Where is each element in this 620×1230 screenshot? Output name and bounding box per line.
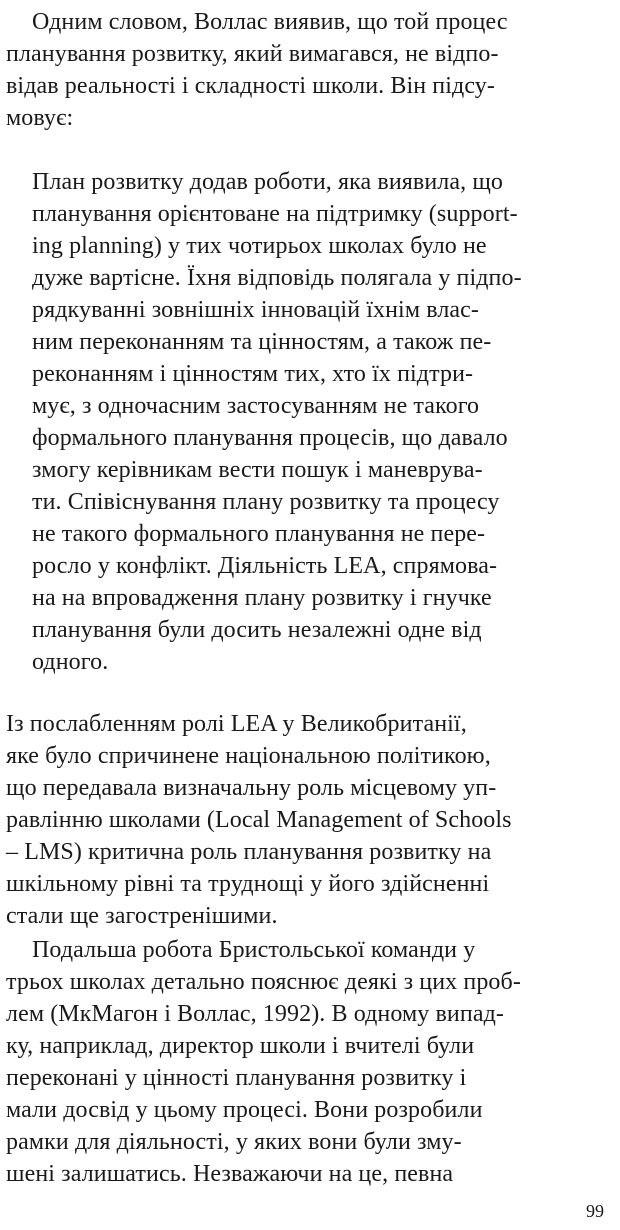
text-line: яке було спричинене національною політикою, — [6, 743, 491, 769]
page-number: 99 — [586, 1201, 604, 1221]
quote-line: рядкуванні зовнішніх інновацій їхнім влас- — [32, 297, 480, 323]
text-line: ку, наприклад, директор школи і вчителі були — [6, 1033, 475, 1059]
quote-line: План розвитку додав роботи, яка виявила, що — [32, 169, 503, 195]
quote-line: реконанням і цінностям тих, хто їх підтри- — [32, 361, 474, 387]
text-line: трьох школах детально пояснює деякі з цих проб- — [6, 969, 521, 995]
text-line: шкільному рівні та труднощі у його здійсненні — [6, 871, 490, 897]
text-line: – LMS) критична роль планування розвитку на — [6, 839, 492, 865]
quote-line: мує, з одночасним застосуванням не такого — [32, 393, 480, 419]
text-line: планування розвитку, який вимагався, не відпо- — [6, 41, 499, 67]
quote-line: планування орієнтоване на підтримку (support- — [32, 201, 518, 227]
quote-line: на на впровадження плану розвитку і гнучке — [32, 585, 492, 611]
text-line: Із послабленням ролі LEA у Великобританії, — [6, 711, 467, 737]
quote-line: змогу керівникам вести пошук і маневрува- — [32, 457, 483, 483]
text-line: шені залишатись. Незважаючи на це, певна — [6, 1161, 454, 1187]
text-line: відав реальності і складності школи. Він підсу- — [6, 73, 495, 99]
quote-line: ти. Співіснування плану розвитку та процесу — [32, 489, 500, 515]
quote-line: не такого формального планування не пере- — [32, 521, 486, 547]
quote-line: ним переконанням та цінностям, а також пе- — [32, 329, 492, 355]
text-line: мали досвід у цьому процесі. Вони розробили — [6, 1097, 483, 1123]
text-line: Подальша робота Бристольської команди у — [32, 937, 476, 963]
text-line: Одним словом, Воллас виявив, що той процес — [32, 9, 508, 35]
quote-line: ing planning) у тих чотирьох школах було не — [32, 233, 487, 259]
text-line: рамки для діяльності, у яких вони були зму- — [6, 1129, 462, 1155]
text-line: мовує: — [6, 105, 74, 131]
text-line: що передавала визначальну роль місцевому уп- — [6, 775, 497, 801]
quote-line: формального планування процесів, що давало — [32, 425, 508, 451]
text-line: переконані у цінності планування розвитку і — [6, 1065, 467, 1091]
text-line: равлінню школами (Local Management of Schools — [6, 807, 512, 833]
quote-line: планування були досить незалежні одне від — [32, 617, 482, 643]
text-line: лем (МкМагон і Воллас, 1992). В одному випад- — [6, 1001, 504, 1027]
quote-line: одного. — [32, 649, 109, 675]
quote-line: росло у конфлікт. Діяльність LEA, спрямова- — [32, 553, 498, 579]
quote-line: дуже вартісне. Їхня відповідь полягала у підпо- — [32, 265, 522, 291]
text-line: стали ще загостренішими. — [6, 903, 278, 929]
